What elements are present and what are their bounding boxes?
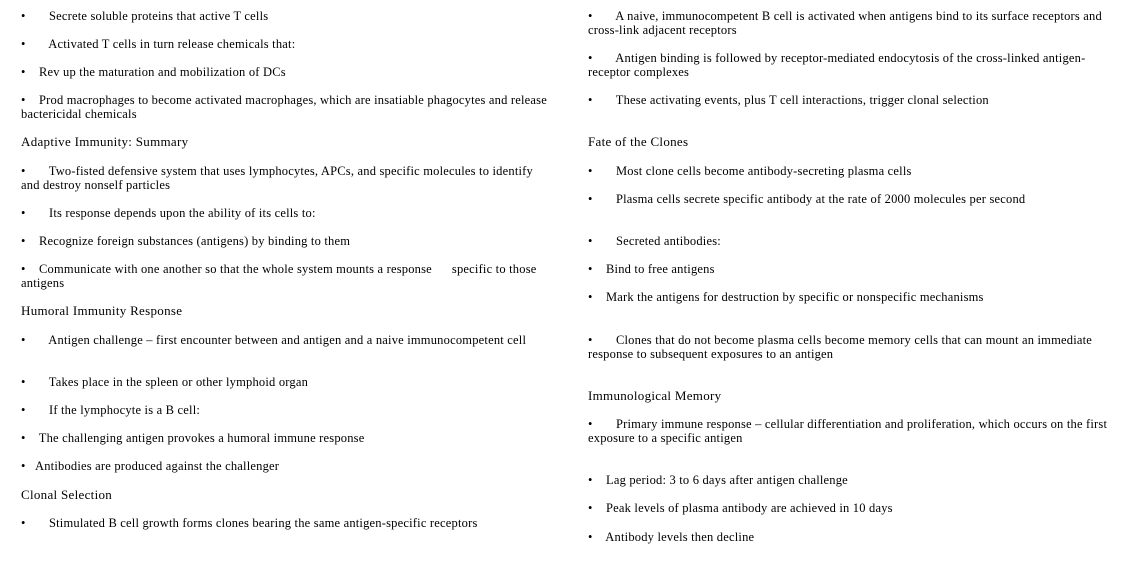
bullet-glyph: • bbox=[21, 164, 26, 178]
list-item bbox=[588, 530, 1113, 544]
item-text: Plasma cells secrete specific antibody at the rate of 2000 molecules per second bbox=[615, 192, 1026, 206]
bullet-glyph: • bbox=[588, 192, 593, 206]
list-item bbox=[21, 164, 551, 192]
list-item bbox=[21, 37, 551, 51]
bullet-glyph: • bbox=[588, 262, 593, 276]
item-indent bbox=[596, 333, 616, 347]
item-indent bbox=[596, 290, 606, 304]
bullet-glyph: • bbox=[588, 234, 593, 248]
item-text: Takes place in the spleen or other lymphoid organ bbox=[48, 375, 309, 389]
item-text: Activated T cells in turn release chemicals that: bbox=[48, 37, 296, 51]
item-text: These activating events, plus T cell interactions, trigger clonal selection bbox=[615, 93, 989, 107]
list-item bbox=[21, 65, 551, 79]
list-item bbox=[588, 93, 1113, 107]
list-item bbox=[588, 164, 1113, 178]
list-item bbox=[588, 417, 1113, 445]
item-text: The challenging antigen provokes a humoral immune response bbox=[38, 431, 365, 445]
item-text: Antibodies are produced against the challenger bbox=[34, 459, 280, 473]
bullet-glyph: • bbox=[21, 262, 26, 276]
section-heading: Fate of the Clones bbox=[588, 134, 689, 149]
item-indent bbox=[29, 234, 39, 248]
item-indent bbox=[29, 516, 49, 530]
bullet-glyph: • bbox=[21, 431, 26, 445]
item-indent bbox=[596, 530, 605, 544]
item-text: Its response depends upon the ability of its cells to: bbox=[48, 206, 316, 220]
list-item bbox=[588, 473, 1113, 487]
bullet-glyph: • bbox=[21, 403, 26, 417]
item-indent bbox=[596, 9, 615, 23]
list-item bbox=[21, 516, 551, 530]
item-indent bbox=[29, 206, 49, 220]
list-item bbox=[21, 459, 551, 473]
bullet-glyph: • bbox=[588, 51, 593, 65]
bullet-glyph: • bbox=[21, 93, 26, 107]
list-item bbox=[588, 262, 1113, 276]
list-item bbox=[21, 262, 551, 290]
bullet-glyph: • bbox=[21, 333, 26, 347]
list-item bbox=[588, 9, 1113, 37]
item-indent bbox=[596, 501, 606, 515]
list-item bbox=[21, 431, 551, 445]
item-indent bbox=[29, 37, 48, 51]
item-text: Prod macrophages to become activated macrophages, which are insatiable phagocytes and release bactericidal chemicals bbox=[21, 93, 551, 121]
item-text: Bind to free antigens bbox=[605, 262, 715, 276]
item-indent bbox=[596, 164, 616, 178]
list-item bbox=[588, 51, 1113, 79]
bullet-glyph: • bbox=[21, 516, 26, 530]
item-text: Secrete soluble proteins that active T cells bbox=[48, 9, 269, 23]
item-indent bbox=[596, 234, 616, 248]
item-text: Antibody levels then decline bbox=[605, 530, 755, 544]
item-text: Most clone cells become antibody-secreting plasma cells bbox=[615, 164, 912, 178]
bullet-glyph: • bbox=[21, 234, 26, 248]
list-item bbox=[588, 501, 1113, 515]
item-text: Mark the antigens for destruction by specific or nonspecific mechanisms bbox=[605, 290, 984, 304]
bullet-glyph: • bbox=[588, 164, 593, 178]
section-heading: Humoral Immunity Response bbox=[21, 303, 183, 318]
item-indent bbox=[596, 93, 616, 107]
item-text: Communicate with one another so that the whole system mounts a response specific to those antigens bbox=[21, 262, 540, 290]
bullet-glyph: • bbox=[21, 206, 26, 220]
list-item bbox=[21, 375, 551, 389]
bullet-glyph: • bbox=[588, 501, 593, 515]
item-text: Clones that do not become plasma cells become memory cells that can mount an immediate response to subsequent exposures to an antigen bbox=[588, 333, 1096, 361]
list-item bbox=[588, 333, 1113, 361]
bullet-glyph: • bbox=[588, 290, 593, 304]
item-text: Antigen challenge – first encounter between and antigen and a naive immunocompetent cell bbox=[48, 333, 527, 347]
bullet-glyph: • bbox=[588, 333, 593, 347]
list-item bbox=[21, 9, 551, 23]
item-indent bbox=[596, 473, 606, 487]
bullet-glyph: • bbox=[21, 375, 26, 389]
bullet-glyph: • bbox=[21, 9, 26, 23]
item-indent bbox=[596, 51, 615, 65]
item-text: Secreted antibodies: bbox=[615, 234, 721, 248]
item-text: Primary immune response – cellular differentiation and proliferation, which occurs on the first exposure to a specific antigen bbox=[588, 417, 1111, 445]
bullet-glyph: • bbox=[21, 459, 26, 473]
item-indent bbox=[29, 93, 39, 107]
item-indent bbox=[29, 431, 39, 445]
item-text: A naive, immunocompetent B cell is activated when antigens bind to its surface receptors and cross-link adjacent receptors bbox=[588, 9, 1106, 37]
item-indent bbox=[596, 262, 606, 276]
bullet-glyph: • bbox=[21, 65, 26, 79]
item-text: Peak levels of plasma antibody are achieved in 10 days bbox=[605, 501, 893, 515]
item-indent bbox=[29, 164, 49, 178]
item-text: Rev up the maturation and mobilization of DCs bbox=[38, 65, 286, 79]
item-text: If the lymphocyte is a B cell: bbox=[48, 403, 201, 417]
item-text: Stimulated B cell growth forms clones bearing the same antigen-specific receptors bbox=[48, 516, 478, 530]
item-indent bbox=[29, 9, 49, 23]
item-indent bbox=[596, 417, 616, 431]
item-indent bbox=[596, 192, 616, 206]
item-text: Lag period: 3 to 6 days after antigen challenge bbox=[605, 473, 848, 487]
list-item bbox=[588, 192, 1113, 206]
list-item bbox=[21, 333, 551, 347]
list-item bbox=[21, 206, 551, 220]
bullet-glyph: • bbox=[21, 37, 26, 51]
item-text: Antigen binding is followed by receptor-mediated endocytosis of the cross-linked antigen-receptor complexes bbox=[588, 51, 1086, 79]
item-indent bbox=[29, 262, 39, 276]
list-item bbox=[21, 403, 551, 417]
section-heading: Immunological Memory bbox=[588, 388, 722, 403]
bullet-glyph: • bbox=[588, 530, 593, 544]
item-indent bbox=[29, 403, 49, 417]
bullet-glyph: • bbox=[588, 9, 593, 23]
item-text: Recognize foreign substances (antigens) by binding to them bbox=[38, 234, 351, 248]
bullet-glyph: • bbox=[588, 93, 593, 107]
bullet-glyph: • bbox=[588, 417, 593, 431]
item-indent bbox=[29, 375, 49, 389]
item-indent bbox=[29, 65, 39, 79]
list-item bbox=[588, 234, 1113, 248]
item-indent bbox=[29, 333, 48, 347]
bullet-glyph: • bbox=[588, 473, 593, 487]
list-item bbox=[588, 290, 1113, 304]
section-heading: Clonal Selection bbox=[21, 487, 113, 502]
list-item bbox=[21, 234, 551, 248]
list-item bbox=[21, 93, 551, 121]
item-text: Two-fisted defensive system that uses lymphocytes, APCs, and specific molecules to identify and destroy nonself particles bbox=[21, 164, 537, 192]
section-heading: Adaptive Immunity: Summary bbox=[21, 134, 189, 149]
